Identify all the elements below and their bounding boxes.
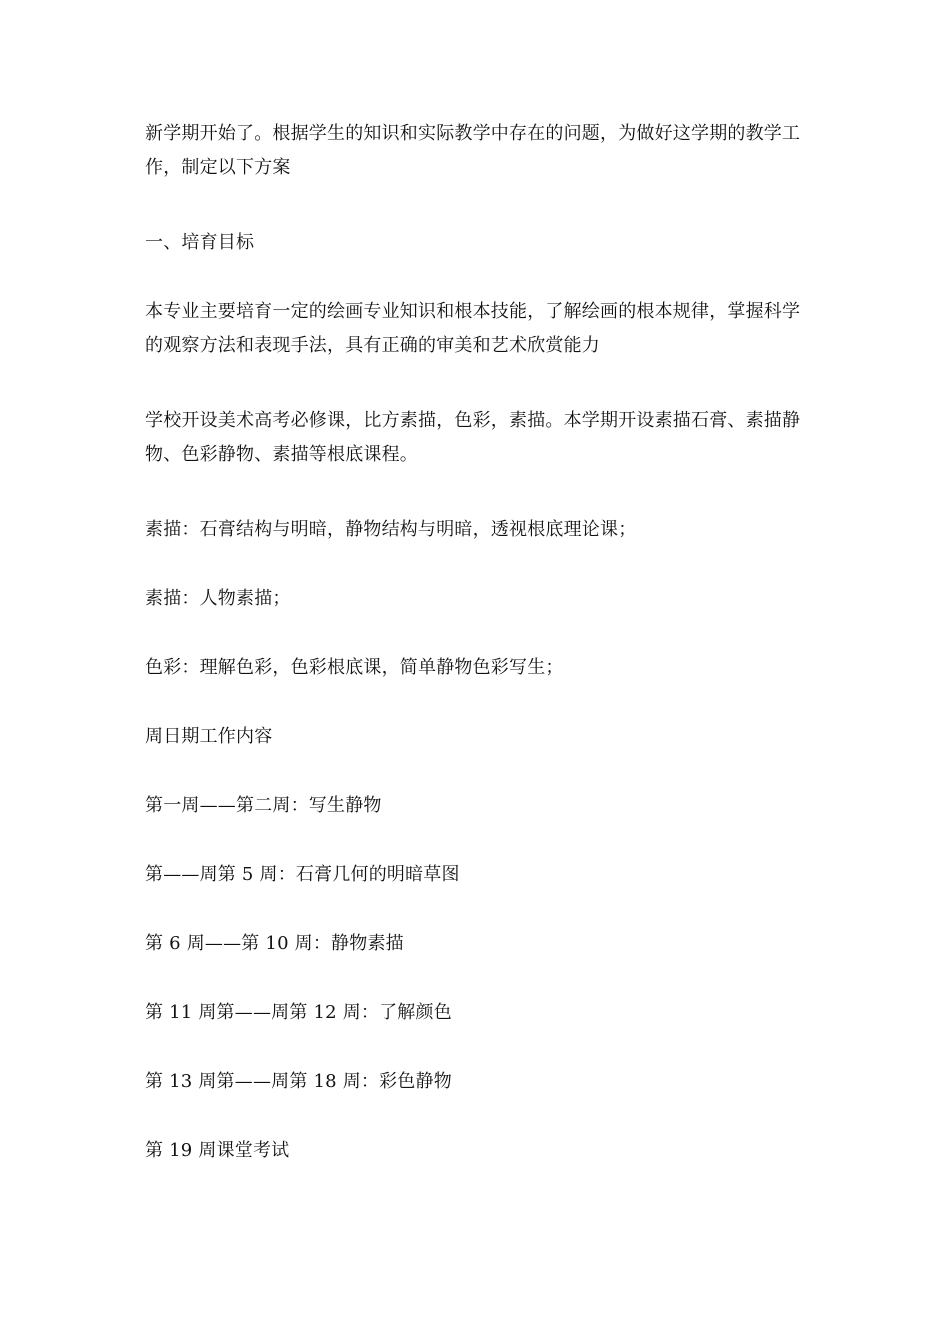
schedule-item: 第 13 周第——周第 18 周：彩色静物 bbox=[145, 1071, 452, 1092]
schedule-item: 第 11 周第——周第 12 周：了解颜色 bbox=[145, 1002, 452, 1023]
intro-paragraph: 新学期开始了。根据学生的知识和实际教学中存在的问题，为做好这学期的教学工作，制定以下方案 bbox=[145, 123, 801, 178]
sketch-course-line: 素描：石膏结构与明暗，静物结构与明暗，透视根底理论课； bbox=[145, 519, 637, 540]
color-course-line: 色彩：理解色彩，色彩根底课，简单静物色彩写生； bbox=[145, 657, 564, 678]
figure-sketch-line: 素描：人物素描； bbox=[145, 588, 291, 609]
training-goals-paragraph: 本专业主要培育一定的绘画专业知识和根本技能，了解绘画的根本规律，掌握科学的观察方法和表现手法，具有正确的审美和艺术欣赏能力 bbox=[145, 301, 801, 356]
schedule-item: 第 6 周——第 10 周：静物素描 bbox=[145, 933, 404, 954]
courses-paragraph: 学校开设美术高考必修课，比方素描，色彩，素描。本学期开设素描石膏、素描静物、色彩静物、素描等根底课程。 bbox=[145, 410, 801, 465]
schedule-item: 第——周第 5 周：石膏几何的明暗草图 bbox=[145, 864, 460, 885]
schedule-item: 第 19 周课堂考试 bbox=[145, 1140, 290, 1161]
section-heading-training-goals: 一、培育目标 bbox=[145, 232, 255, 253]
schedule-header: 周日期工作内容 bbox=[145, 726, 273, 747]
schedule-item: 第一周——第二周：写生静物 bbox=[145, 795, 382, 816]
